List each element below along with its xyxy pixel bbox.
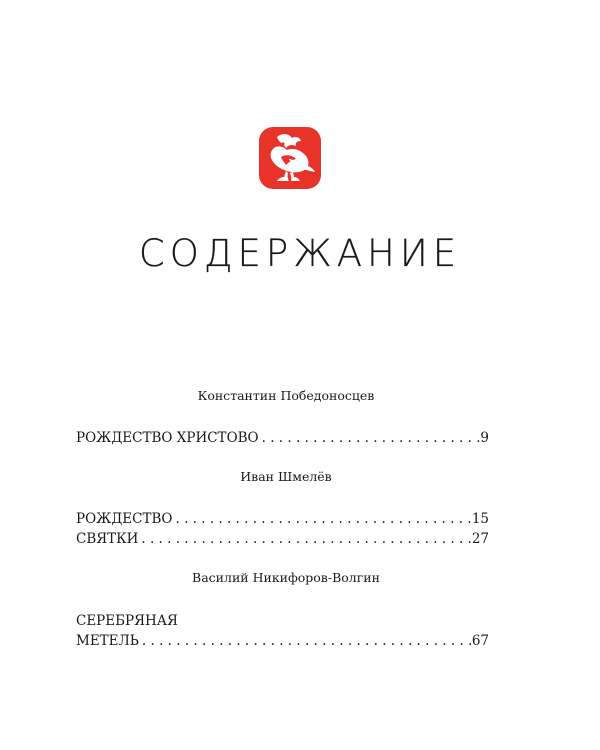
toc-entry-page: 15 [471,511,489,527]
dot-leader [138,529,471,549]
toc-entry-title: СВЯТКИ [76,531,139,547]
dot-leader [172,509,471,529]
toc-entry[interactable] [76,611,489,651]
bird-icon [259,127,321,189]
author-name: Константин Победоносцев [197,388,375,403]
toc-entry[interactable] [76,529,489,549]
dot-leader [139,631,472,651]
toc-entry[interactable] [76,509,489,529]
toc-entry-page: 9 [480,430,489,446]
toc-entry-page: 27 [471,531,489,547]
toc-entry-title: РОЖДЕСТВО ХРИСТОВО [76,430,259,446]
author-name: Василий Никифоров-Волгин [192,570,380,585]
dot-leader [259,428,481,448]
toc-entry[interactable] [76,428,489,448]
page-title: СОДЕРЖАНИЕ [138,232,462,275]
author-name: Иван Шмелёв [240,469,332,484]
publisher-logo [259,127,321,189]
toc-entry-title: МЕТЕЛЬ [76,633,139,649]
toc-entry-title-line1: СЕРЕБРЯНАЯ [76,613,178,629]
toc-entry-title: РОЖДЕСТВО [76,511,173,527]
toc-entry-page: 67 [471,633,489,649]
